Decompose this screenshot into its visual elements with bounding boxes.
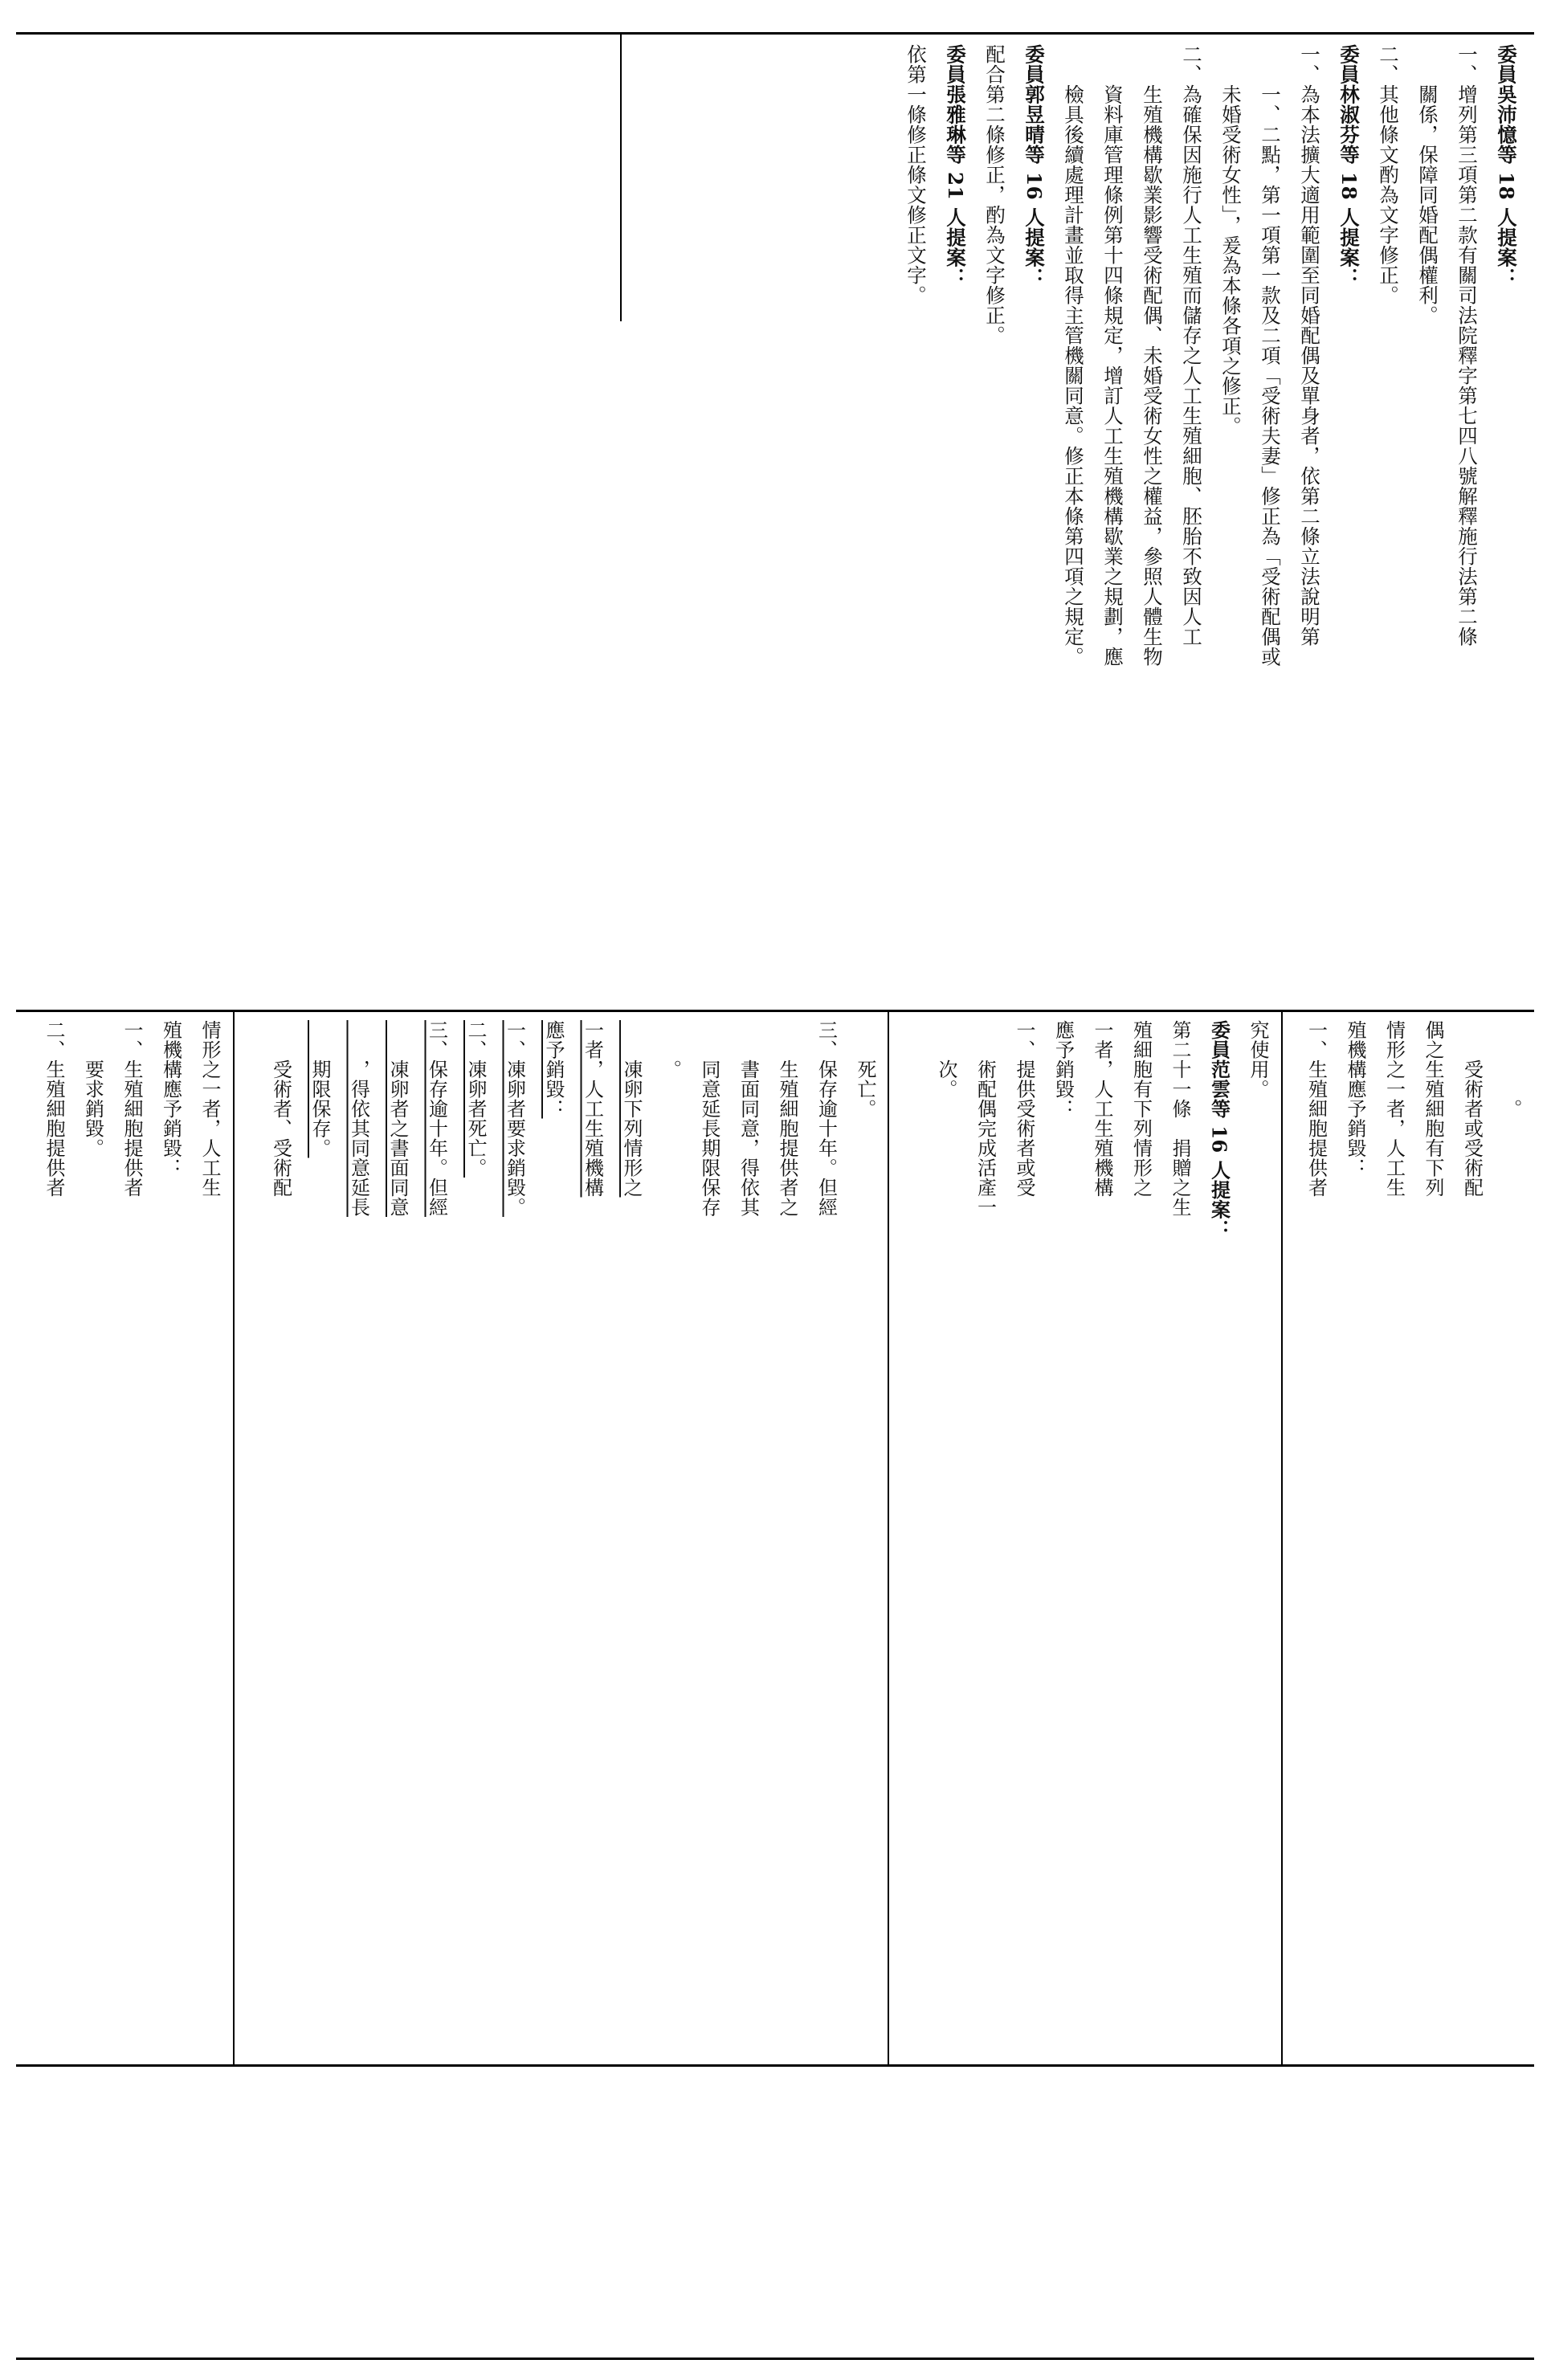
text-column: 一、二點，第一項第一款及二項「受術夫妻」修正為「受術配偶或 — [1259, 44, 1282, 667]
lower-section-bc — [892, 1020, 1277, 2060]
page-bottom-rule — [16, 2358, 1534, 2360]
text-column: 殖機構應予銷毀： — [1344, 1020, 1366, 1178]
upper-table-left-border — [620, 32, 622, 321]
text-column: 情形之一者，人工生 — [1382, 1020, 1406, 1198]
text-column: 期限保存。 — [308, 1020, 331, 1158]
text-column: 受術者、受術配 — [269, 1020, 292, 1198]
lower-table-top-border — [16, 1010, 1534, 1012]
lower-section-a-main — [237, 1020, 884, 2060]
text-column: 一、凍卵者要求銷毀。 — [503, 1020, 526, 1217]
text-column: 二、為確保因施行人工生殖而儲存之人工生殖細胞、胚胎不致因人工 — [1180, 44, 1203, 647]
text-column: 委員林淑芬等 18 人提案： — [1337, 44, 1361, 288]
text-column: ，得依其同意延長 — [347, 1020, 370, 1217]
text-column: 偶之生殖細胞有下列 — [1422, 1020, 1444, 1198]
text-column: 檢具後續處理計畫並取得主管機關同意。修正本條第四項之規定。 — [1062, 44, 1085, 667]
text-column: 三、保存逾十年。但經 — [425, 1020, 448, 1217]
text-column: 一者，人工生殖機構 — [1091, 1020, 1113, 1198]
text-column: 生殖機構歇業影響受術配偶、未婚受術女性之權益，參照人體生物 — [1141, 44, 1164, 667]
text-column: 一者，人工生殖機構 — [581, 1020, 604, 1198]
text-column: 關係，保障同婚配偶權利。 — [1416, 44, 1439, 325]
upper-explanation-text — [635, 44, 1526, 1000]
text-column: 殖機構應予銷毀： — [159, 1020, 182, 1178]
text-column: 究使用。 — [1247, 1020, 1269, 1099]
text-column: 次。 — [935, 1020, 957, 1099]
text-column: 一、增列第三項第二款有關司法院釋字第七四八號解釋施行法第二條 — [1455, 44, 1479, 647]
text-column: 術配偶完成活產一 — [973, 1020, 997, 1217]
text-column: 凍卵下列情形之 — [620, 1020, 643, 1198]
lower-divider-2 — [888, 1010, 889, 2064]
text-column: 二、生殖細胞提供者 — [43, 1020, 65, 1198]
text-column: 殖細胞有下列情形之 — [1129, 1020, 1153, 1198]
text-column: 一、提供受術者或受 — [1013, 1020, 1035, 1198]
text-column: 第二十一條 捐贈之生 — [1169, 1020, 1191, 1217]
lower-divider-3 — [1281, 1010, 1283, 2064]
text-column: 要求銷毀。 — [81, 1020, 104, 1158]
text-column: 同意延長期限保存 — [698, 1020, 720, 1217]
text-column: 依第一條修正條文修正文字。 — [904, 44, 928, 305]
text-column: 情形之一者，人工生 — [198, 1020, 221, 1198]
text-column: 。 — [1500, 1020, 1522, 1119]
text-column: 配合第二條修正，酌為文字修正。 — [983, 44, 1006, 345]
text-column: 委員郭昱晴等 16 人提案： — [1022, 44, 1046, 288]
text-column: 書面同意，得依其 — [737, 1020, 760, 1217]
text-column: 一、為本法擴大適用範圍至同婚配偶及單身者，依第二條立法說明第 — [1298, 44, 1321, 647]
text-column: 委員張雅琳等 21 人提案： — [944, 44, 967, 288]
text-column: 委員范雲等 16 人提案： — [1207, 1020, 1231, 1239]
text-column: 委員吳沛憶等 18 人提案： — [1495, 44, 1518, 288]
text-column: 未婚受術女性」，爰為本條各項之修正。 — [1219, 44, 1243, 436]
upper-table-top-border — [16, 32, 1534, 35]
text-column: 一、生殖細胞提供者 — [120, 1020, 143, 1198]
text-column: 凍卵者之書面同意 — [386, 1020, 409, 1217]
text-column: 資料庫管理條例第十四條規定，增訂人工生殖機構歇業之規劃，應 — [1101, 44, 1124, 667]
text-column: 應予銷毀： — [542, 1020, 565, 1119]
lower-section-d — [1285, 1020, 1530, 2060]
text-column: 死亡。 — [854, 1020, 876, 1119]
text-column: 生殖細胞提供者之 — [776, 1020, 798, 1217]
text-column: 應予銷毀： — [1051, 1020, 1075, 1119]
text-column: 二、其他條文酌為文字修正。 — [1377, 44, 1400, 305]
lower-table-bottom-border — [16, 2064, 1534, 2067]
text-column: 三、保存逾十年。但經 — [814, 1020, 838, 1217]
text-column: 一、生殖細胞提供者 — [1304, 1020, 1328, 1198]
text-column: 。 — [659, 1020, 682, 1080]
lower-divider-1 — [233, 1010, 235, 2064]
text-column: 受術者或受術配 — [1460, 1020, 1484, 1198]
text-column: 二、凍卵者死亡。 — [464, 1020, 487, 1178]
lower-section-a — [12, 1020, 229, 2060]
